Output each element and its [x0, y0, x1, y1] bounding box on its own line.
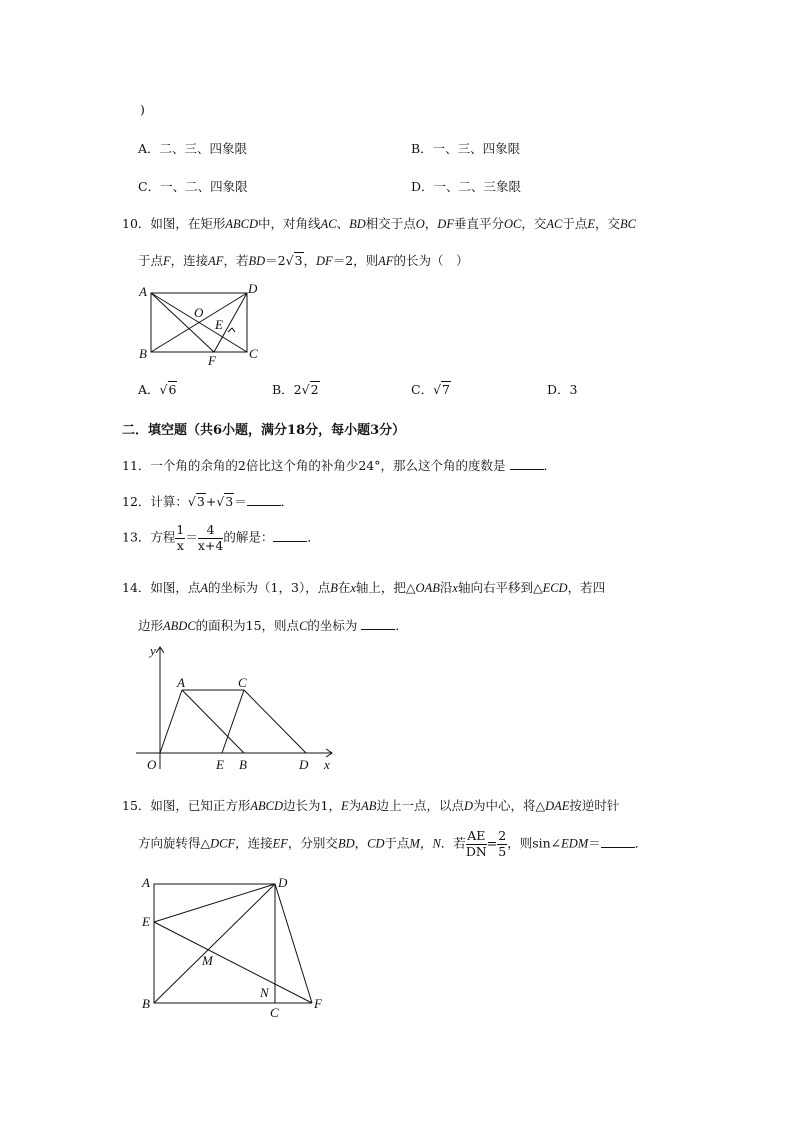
label-B: B [142, 996, 150, 1011]
label-C: C [238, 675, 247, 690]
q9-tail: ) [140, 102, 145, 117]
q10-option-c: C．√7 [411, 382, 450, 397]
fraction-4-over-x-plus-4: $\frac{4}{x+4}$ [197, 522, 224, 553]
label-O: O [147, 757, 157, 772]
q13: 13．方程 $\frac{1}{x}$ ＝ $\frac{4}{x+4}$ 的解是： ． [122, 522, 320, 553]
q10-option-d: D．3 [547, 382, 578, 397]
label-A: A [139, 284, 147, 299]
label-A: A [177, 675, 185, 690]
q9-option-b: B．一、三、四象限 [411, 141, 521, 156]
q14-line2: 边形ABDC的面积为15，则点C的坐标为 ． [138, 618, 408, 633]
fraction-ae-over-dn: $\frac{AE}{DN}$ [465, 828, 487, 859]
sqrt-3: √3 [285, 253, 303, 268]
q11: 11．一个角的余角的2倍比这个角的补角少24°，那么这个角的度数是 ． [122, 458, 557, 473]
label-E: E [215, 317, 223, 332]
q14-line1: 14．如图，点A的坐标为（1，3），点B在x轴上，把△OAB沿x轴向右平移到△ECD，若四 [122, 580, 606, 595]
segment-ab [182, 690, 244, 753]
label-B: B [239, 757, 247, 772]
label-C: C [270, 1005, 279, 1020]
q9-option-a: A．二、三、四象限 [138, 141, 248, 156]
label-N: N [260, 985, 269, 1000]
segment-ed [154, 884, 275, 922]
answer-blank[interactable] [361, 617, 395, 630]
label-C: C [249, 346, 258, 361]
label-A: A [142, 875, 150, 890]
answer-blank[interactable] [601, 835, 635, 848]
label-E: E [142, 914, 150, 929]
q15-line2: 方向旋转得△DCF，连接EF，分别交BD，CD于点M，N．若 $\frac{AE}{DN}$ = $\frac{2}{5}$ ，则sin∠EDM＝ ． [138, 828, 648, 859]
segment-af [151, 293, 214, 352]
segment-ef [154, 922, 312, 1003]
label-D: D [299, 757, 309, 772]
label-D: D [248, 281, 258, 296]
q10-line1: 10．如图，在矩形ABCD中，对角线AC、BD相交于点O，DF垂直平分OC，交AC于点E，交BC [122, 216, 637, 231]
q9-option-c: C．一、二、四象限 [138, 179, 248, 194]
q9-option-d: D．一、二、三象限 [411, 179, 522, 194]
right-angle-mark [228, 328, 235, 332]
q10-line2: 于点F，连接AF，若BD＝2√3，DF＝2，则AF的长为（ ） [138, 253, 469, 268]
label-x: x [324, 757, 330, 772]
fraction-1-over-x: $\frac{1}{x}$ [176, 522, 185, 553]
label-y: y [150, 643, 156, 658]
q10-option-b: B．2√2 [272, 382, 319, 397]
segment-cd [244, 690, 306, 753]
label-E: E [216, 757, 224, 772]
segment-df [275, 884, 312, 1003]
segment-oa [160, 690, 182, 753]
q10-rectangle-figure [135, 280, 265, 370]
label-O: O [194, 305, 204, 320]
q14-coordinate-figure [136, 641, 336, 776]
q15-square-figure [138, 870, 338, 1022]
label-M: M [202, 953, 213, 968]
label-D: D [278, 875, 288, 890]
q15-line1: 15．如图，已知正方形ABCD边长为1，E为AB边上一点，以点D为中心，将△DAE按逆时针 [122, 798, 620, 813]
answer-blank[interactable] [273, 529, 307, 542]
segment-ec [222, 690, 244, 753]
answer-blank[interactable] [247, 493, 281, 506]
label-B: B [139, 346, 147, 361]
q10-option-a: A．√6 [138, 382, 177, 397]
diagonal-bd [154, 884, 275, 1003]
fraction-2-over-5: $\frac{2}{5}$ [498, 828, 507, 859]
label-F: F [208, 353, 216, 368]
section-heading: 二．填空题（共6小题，满分18分，每小题3分） [122, 423, 406, 438]
answer-blank[interactable] [510, 457, 544, 470]
q12: 12．计算：√3+√3＝ ． [122, 494, 294, 509]
label-F: F [314, 996, 322, 1011]
